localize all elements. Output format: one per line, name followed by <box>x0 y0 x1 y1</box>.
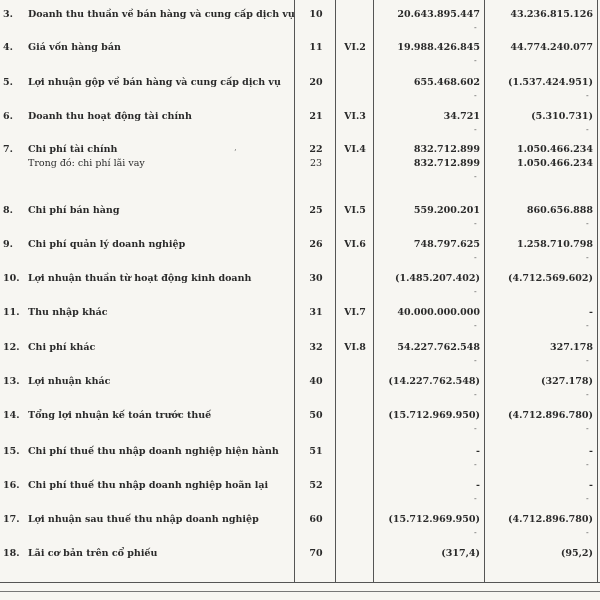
current-year-value: 19.988.426.845 <box>397 42 480 53</box>
row-label: Doanh thu thuần về bán hàng và cung cấp dịch vụ <box>28 9 295 20</box>
current-year-value: (15.712.969.950) <box>388 514 480 525</box>
dash-mark: - <box>586 494 589 503</box>
row-note: VI.2 <box>344 42 366 53</box>
column-divider <box>484 0 485 583</box>
row-number: 13. <box>3 376 20 387</box>
row-number: 9. <box>3 239 13 250</box>
row-number: 15. <box>3 446 20 457</box>
row-label: Chi phí thuế thu nhập doanh nghiệp hoãn lại <box>28 480 269 491</box>
row-number: 4. <box>3 42 13 53</box>
table-bottom-rule <box>0 582 600 583</box>
row-code: 31 <box>309 307 323 318</box>
dash-mark: - <box>586 125 589 134</box>
current-year-value: - <box>476 446 480 457</box>
current-year-value: 40.000.000.000 <box>397 307 480 318</box>
row-note: VI.4 <box>344 144 366 155</box>
row-code: 11 <box>309 42 323 53</box>
current-year-value: 559.200.201 <box>413 205 480 216</box>
row-note: VI.8 <box>344 342 366 353</box>
dash-mark: - <box>586 390 589 399</box>
dash-mark: - <box>586 253 589 262</box>
column-divider <box>335 0 336 583</box>
row-code: 50 <box>309 410 323 421</box>
prior-year-value: (95,2) <box>560 548 593 559</box>
prior-year-value: (327.178) <box>541 376 593 387</box>
column-divider <box>597 0 598 583</box>
row-code: 32 <box>309 342 323 353</box>
row-code: 40 <box>309 376 323 387</box>
prior-year-value: (4.712.569.602) <box>507 273 593 284</box>
row-number: 17. <box>3 514 20 525</box>
row-label: Thu nhập khác <box>28 307 108 318</box>
row-number: 11. <box>3 307 20 318</box>
row-number: 6. <box>3 111 13 122</box>
prior-year-value: 44.774.240.077 <box>510 42 593 53</box>
row-code: 23 <box>309 158 323 169</box>
dash-mark: - <box>474 23 477 32</box>
dash-mark: - <box>474 91 477 100</box>
dash-mark: - <box>474 460 477 469</box>
row-label: Trong đó: chi phí lãi vay <box>28 158 145 169</box>
row-number: 14. <box>3 410 20 421</box>
current-year-value: 832.712.899 <box>413 144 480 155</box>
row-note: VI.7 <box>344 307 366 318</box>
current-year-value: - <box>476 480 480 491</box>
row-code: 51 <box>309 446 323 457</box>
dash-mark: - <box>474 390 477 399</box>
dash-mark: - <box>586 528 589 537</box>
dash-mark: - <box>474 356 477 365</box>
row-note: VI.5 <box>344 205 366 216</box>
prior-year-value: (4.712.896.780) <box>507 410 593 421</box>
row-code: 60 <box>309 514 323 525</box>
prior-year-value: - <box>589 307 593 318</box>
row-number: 5. <box>3 77 13 88</box>
prior-year-value: (5.310.731) <box>531 111 593 122</box>
row-code: 70 <box>309 548 323 559</box>
dash-mark: - <box>586 460 589 469</box>
row-label: Chi phí quản lý doanh nghiệp <box>28 239 186 250</box>
dash-mark: - <box>586 356 589 365</box>
column-divider <box>294 0 295 583</box>
current-year-value: 748.797.625 <box>413 239 480 250</box>
row-code: 22 <box>309 144 323 155</box>
row-note: VI.3 <box>344 111 366 122</box>
dash-mark: - <box>474 56 477 65</box>
current-year-value: (1.485.207.402) <box>394 273 480 284</box>
dash-mark: - <box>474 219 477 228</box>
row-code: 25 <box>309 205 323 216</box>
dash-mark: - <box>474 253 477 262</box>
row-label: Lãi cơ bản trên cổ phiếu <box>28 548 158 559</box>
row-code: 26 <box>309 239 323 250</box>
dash-mark: - <box>474 528 477 537</box>
dash-mark: - <box>586 219 589 228</box>
row-label: Giá vốn hàng bán <box>28 42 121 53</box>
row-number: 3. <box>3 9 13 20</box>
column-divider <box>373 0 374 583</box>
row-note: VI.6 <box>344 239 366 250</box>
row-number: 12. <box>3 342 20 353</box>
prior-year-value: 1.258.710.798 <box>516 239 593 250</box>
current-year-value: 34.721 <box>443 111 480 122</box>
dash-mark: - <box>474 494 477 503</box>
row-label: Lợi nhuận thuần từ hoạt động kinh doanh <box>28 273 252 284</box>
prior-year-value: 1.050.466.234 <box>516 158 593 169</box>
prior-year-value: (4.712.896.780) <box>507 514 593 525</box>
prior-year-value: 327.178 <box>550 342 593 353</box>
row-label: Lợi nhuận gộp về bán hàng và cung cấp dịch vụ <box>28 77 281 88</box>
row-number: 7. <box>3 144 13 155</box>
row-code: 10 <box>309 9 323 20</box>
row-label: Chi phí khác <box>28 342 96 353</box>
current-year-value: 832.712.899 <box>413 158 480 169</box>
current-year-value: 655.468.602 <box>413 77 480 88</box>
row-code: 52 <box>309 480 323 491</box>
dash-mark: - <box>474 424 477 433</box>
dash-mark: - <box>474 321 477 330</box>
current-year-value: (317,4) <box>441 548 480 559</box>
row-number: 18. <box>3 548 20 559</box>
prior-year-value: 43.236.815.126 <box>510 9 593 20</box>
row-code: 30 <box>309 273 323 284</box>
row-number: 16. <box>3 480 20 491</box>
current-year-value: (14.227.762.548) <box>388 376 480 387</box>
current-year-value: 54.227.762.548 <box>397 342 480 353</box>
row-label: Lợi nhuận khác <box>28 376 111 387</box>
prior-year-value: - <box>589 480 593 491</box>
scan-mark: ’ <box>234 148 237 157</box>
row-number: 10. <box>3 273 20 284</box>
dash-mark: - <box>474 125 477 134</box>
dash-mark: - <box>586 424 589 433</box>
row-number: 8. <box>3 205 13 216</box>
prior-year-value: (1.537.424.951) <box>507 77 593 88</box>
prior-year-value: - <box>589 446 593 457</box>
row-code: 21 <box>309 111 323 122</box>
row-label: Doanh thu hoạt động tài chính <box>28 111 192 122</box>
dash-mark: - <box>474 287 477 296</box>
prior-year-value: 1.050.466.234 <box>516 144 593 155</box>
row-label: Lợi nhuận sau thuế thu nhập doanh nghiệp <box>28 514 259 525</box>
footer-rule <box>0 591 600 592</box>
row-label: Chi phí bán hàng <box>28 205 120 216</box>
row-code: 20 <box>309 77 323 88</box>
current-year-value: 20.643.895.447 <box>397 9 480 20</box>
dash-mark: - <box>474 172 477 181</box>
row-label: Tổng lợi nhuận kế toán trước thuế <box>28 410 212 421</box>
row-label: Chi phí thuế thu nhập doanh nghiệp hiện hành <box>28 446 279 457</box>
current-year-value: (15.712.969.950) <box>388 410 480 421</box>
dash-mark: - <box>586 91 589 100</box>
prior-year-value: 860.656.888 <box>526 205 593 216</box>
dash-mark: - <box>586 321 589 330</box>
row-label: Chi phí tài chính <box>28 144 118 155</box>
